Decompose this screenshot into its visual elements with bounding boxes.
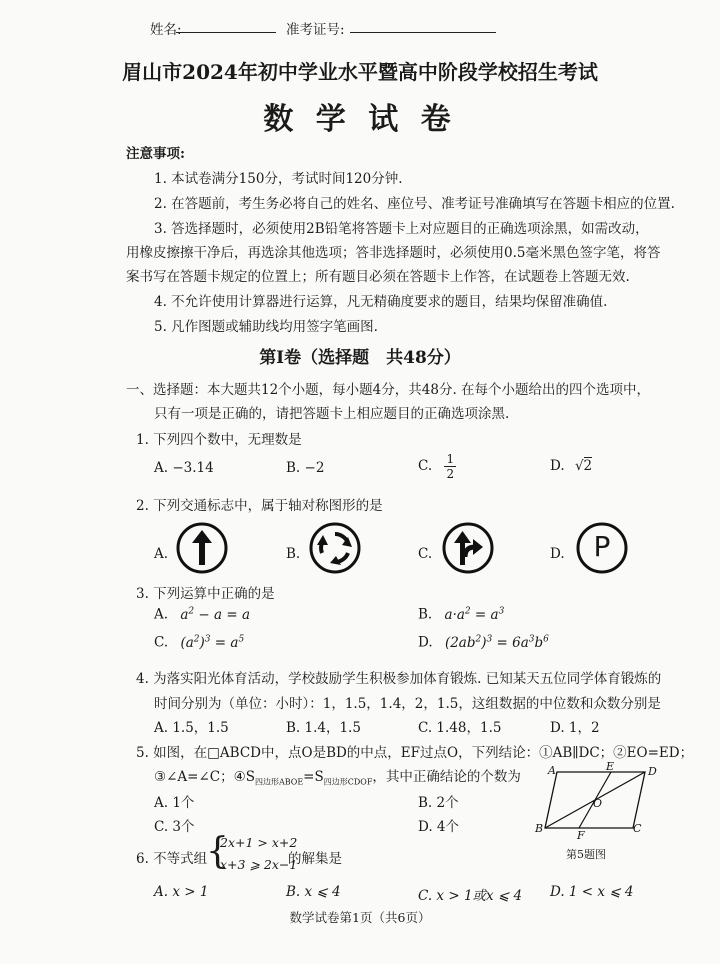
name-blank[interactable] (176, 18, 276, 33)
section-title: 第Ⅰ卷（选择题 共48分） (259, 348, 461, 368)
id-blank[interactable] (350, 18, 496, 33)
sqrt-symbol: √2 (574, 458, 593, 474)
q2-option-d-label[interactable]: D. (550, 546, 565, 562)
notice-item-5: 5. 凡作图题或辅助线均用签字笔画图. (154, 319, 378, 335)
notice-item-3-cont1: 用橡皮擦擦干净后，再选涂其他选项；答非选择题时，必须使用0.5毫米黑色签字笔，将答 (126, 245, 661, 261)
part-one-line1: 一、选择题：本大题共12个小题，每小题4分，共48分. 在每个小题给出的四个选项中， (126, 382, 651, 398)
subject-title: 数 学 试 卷 (263, 102, 457, 137)
id-label: 准考证号: (286, 22, 345, 38)
point-label-c: C (633, 822, 642, 835)
brace: { (206, 831, 229, 872)
part-one-line2: 只有一项是正确的，请把答题卡上相应题目的正确选项涂黑. (154, 406, 510, 422)
point-label-f: F (577, 829, 585, 842)
q6-option-d[interactable]: D. 1 < x ⩽ 4 (550, 884, 634, 900)
q4-option-c[interactable]: C. 1.48，1.5 (418, 720, 502, 736)
q6-inequality-2: x+3 ⩾ 2x−1 (220, 857, 298, 872)
q2-option-c-label[interactable]: C. (418, 546, 433, 562)
q5-line2: ③∠A=∠C；$④S_{四边形ABOE}=S_{四边形CDOF}$，其中正确结论的个数为 (154, 769, 521, 787)
q3-option-b[interactable] (418, 606, 504, 623)
notice-item-4: 4. 不允许使用计算器进行运算，凡无精确度要求的题目，结果均保留准确值. (154, 294, 608, 310)
q3-option-d-expr: $(2ab^2)^3 = 6a^3b^6$ (444, 634, 549, 651)
page-footer: 数学试卷第1页（共6页） (289, 910, 431, 925)
straight-arrow-sign-icon (175, 521, 229, 575)
q5-line1: 5. 如图，在□ABCD中，点O是BD的中点，EF过点O，下列结论：①AB∥DC；②EO=ED； (136, 745, 694, 761)
point-label-a: A (548, 764, 556, 777)
q3-option-a-expr: $a^2 - a = a$ (180, 606, 251, 623)
point-label-b: B (535, 822, 544, 835)
q1-option-d-label: D. (550, 458, 565, 474)
q5-option-b[interactable]: B. 2个 (418, 795, 459, 811)
q3-option-b-expr: $a\cdot a^2 = a^3$ (444, 606, 505, 623)
q1-stem: 1. 下列四个数中，无理数是 (136, 432, 302, 448)
q2-option-a-label[interactable]: A. (154, 546, 169, 562)
q1-option-a[interactable]: A. −3.14 (154, 460, 214, 476)
q3-option-d[interactable] (418, 634, 549, 651)
notice-item-1: 1. 本试卷满分150分，考试时间120分钟. (154, 171, 403, 187)
q1-option-d[interactable] (550, 458, 592, 474)
parking-letter: P (593, 530, 611, 563)
notice-item-3: 3. 答选择题时，必须使用2B铅笔将答题卡上对应题目的正确选项涂黑，如需改动， (154, 221, 649, 237)
q3-option-a[interactable] (154, 606, 250, 623)
notice-item-3-cont2: 案书写在答题卡规定的位置上；所有题目必须在答题卡上作答，在试题卷上答题无效. (126, 269, 630, 285)
figure-caption: 第5题图 (566, 848, 606, 861)
straight-or-right-sign-icon (441, 521, 495, 575)
q4-line1: 4. 为落实阳光体育活动，学校鼓励学生积极参加体育锻炼. 已知某天五位同学体育锻炼的 (136, 671, 662, 687)
q3-option-b-label: B. (418, 606, 433, 623)
q5-option-c[interactable]: C. 3个 (154, 819, 195, 835)
point-label-d: D (648, 765, 657, 778)
q6-option-c[interactable]: C. x > 1或x ⩽ 4 (418, 888, 523, 904)
notice-item-2: 2. 在答题前，考生务必将自己的姓名、座位号、准考证号准确填写在答题卡相应的位置. (154, 196, 675, 212)
q3-stem: 3. 下列运算中正确的是 (136, 586, 275, 602)
q3-option-c-expr: $(a^2)^3 = a^5$ (180, 634, 245, 651)
q3-option-c[interactable] (154, 634, 244, 651)
q6-stem: 6. 不等式组 (136, 851, 208, 867)
q1-option-c[interactable] (418, 452, 456, 481)
q5-option-a[interactable]: A. 1个 (154, 795, 195, 811)
q2-stem: 2. 下列交通标志中，属于轴对称图形的是 (136, 498, 383, 514)
q3-option-a-label: A. (154, 606, 169, 623)
q4-line2: 时间分别为（单位：小时）：1，1.5，1.4，2，1.5，这组数据的中位数和众数分别是 (154, 696, 661, 712)
q4-option-b[interactable]: B. 1.4，1.5 (286, 720, 361, 736)
q2-option-b-label[interactable]: B. (286, 546, 301, 562)
q4-option-d[interactable]: D. 1，2 (550, 720, 600, 736)
q3-option-d-label: D. (418, 634, 433, 651)
q3-option-c-label: C. (154, 634, 169, 651)
point-label-e: E (606, 760, 615, 773)
q1-option-b[interactable]: B. −2 (286, 460, 325, 476)
exam-title: 眉山市2024年初中学业水平暨高中阶段学校招生考试 (122, 60, 598, 84)
q6-option-a[interactable]: A. x > 1 (154, 884, 209, 900)
q5-option-d[interactable]: D. 4个 (418, 819, 460, 835)
q6-tail: 的解集是 (288, 851, 342, 867)
roundabout-sign-icon (308, 521, 362, 575)
q6-option-b[interactable]: B. x ⩽ 4 (286, 884, 341, 900)
q1-option-c-label: C. (418, 458, 433, 474)
notice-heading: 注意事项: (126, 146, 185, 162)
q4-option-a[interactable]: A. 1.5，1.5 (154, 720, 229, 736)
point-label-o: O (593, 797, 603, 810)
name-label: 姓名: (150, 22, 182, 38)
fraction-one-half: $\frac{1}{2}$ (446, 452, 455, 481)
q6-inequality-1: 2x+1 > x+2 (220, 835, 298, 850)
